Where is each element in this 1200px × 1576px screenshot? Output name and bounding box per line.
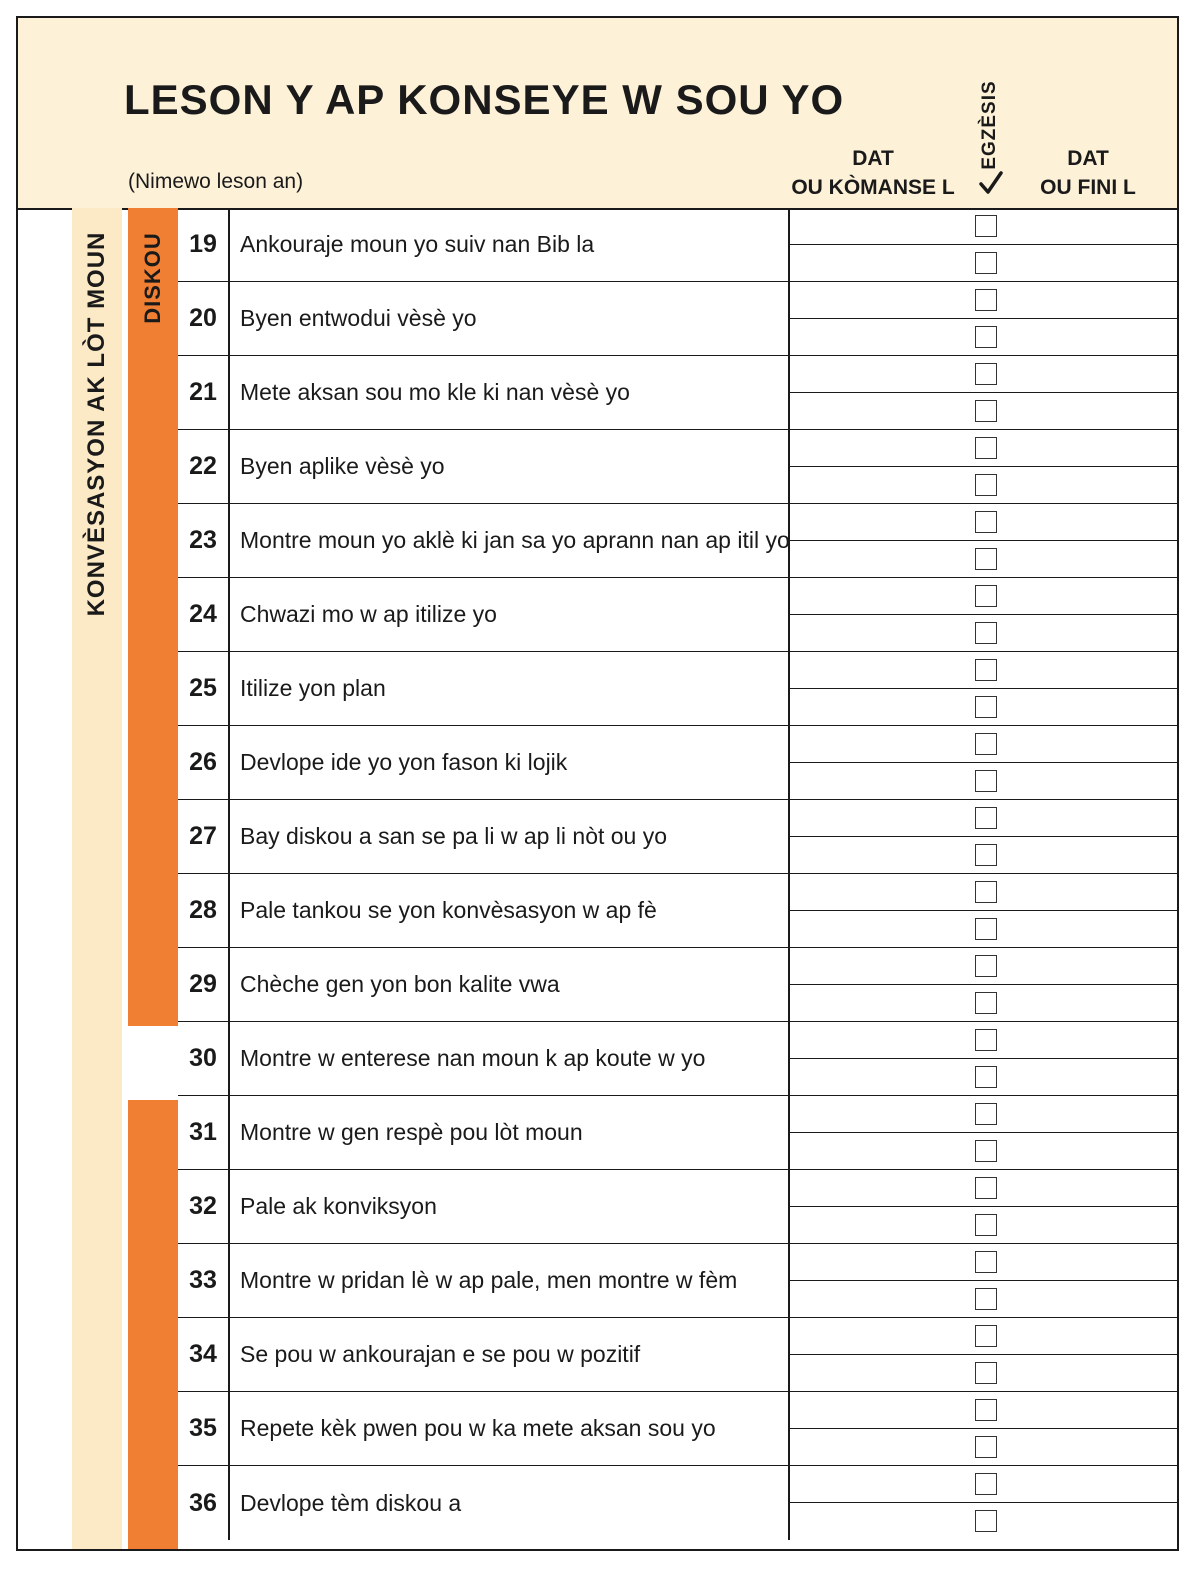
start-date-field[interactable] (790, 874, 1177, 911)
section-label: KONVÈSASYON AK LÒT MOUN (83, 231, 110, 617)
exercise-checkbox[interactable] (975, 1214, 997, 1236)
start-date-field[interactable] (790, 1244, 1177, 1281)
lesson-title: Repete kèk pwen pou w ka mete aksan sou yo (228, 1392, 790, 1465)
start-date-field[interactable] (790, 208, 1177, 245)
end-date-field[interactable] (790, 319, 1177, 356)
end-date-field[interactable] (790, 911, 1177, 948)
start-date-field[interactable] (790, 948, 1177, 985)
lesson-row (178, 1244, 1177, 1318)
lesson-number: 23 (189, 526, 217, 554)
column-header-end-date: DAT OU FINI L (1040, 147, 1136, 199)
lesson-number: 34 (189, 1340, 217, 1368)
exercise-checkbox[interactable] (975, 659, 997, 681)
lesson-row (178, 578, 1177, 652)
end-date-field[interactable] (790, 1503, 1177, 1540)
end-date-field[interactable] (790, 467, 1177, 504)
lesson-rows (178, 208, 1177, 1549)
exercise-checkbox[interactable] (975, 585, 997, 607)
exercise-checkbox[interactable] (975, 1436, 997, 1458)
lesson-title: Se pou w ankourajan e se pou w pozitif (228, 1318, 790, 1391)
lesson-row (178, 430, 1177, 504)
lesson-row (178, 208, 1177, 282)
lesson-row (178, 1096, 1177, 1170)
lesson-title: Chwazi mo w ap itilize yo (228, 578, 790, 651)
start-date-field[interactable] (790, 282, 1177, 319)
exercise-checkbox[interactable] (975, 326, 997, 348)
lesson-number: 25 (189, 674, 217, 702)
start-date-field[interactable] (790, 1466, 1177, 1503)
lesson-tracking-table (16, 16, 1179, 1551)
group-label: DISKOU (140, 232, 165, 324)
start-date-field[interactable] (790, 504, 1177, 541)
lesson-number: 19 (189, 230, 217, 258)
exercise-checkbox[interactable] (975, 474, 997, 496)
exercise-checkbox[interactable] (975, 511, 997, 533)
exercise-checkbox[interactable] (975, 881, 997, 903)
exercise-checkbox[interactable] (975, 400, 997, 422)
start-date-field[interactable] (790, 652, 1177, 689)
exercise-checkbox[interactable] (975, 622, 997, 644)
exercise-checkbox[interactable] (975, 733, 997, 755)
lesson-number: 22 (189, 452, 217, 480)
lesson-number: 35 (189, 1414, 217, 1442)
lesson-row (178, 282, 1177, 356)
lesson-title: Byen entwodui vèsè yo (228, 282, 790, 355)
lesson-title: Devlope tèm diskou a (228, 1466, 790, 1540)
end-date-field[interactable] (790, 837, 1177, 874)
lesson-number: 33 (189, 1266, 217, 1294)
lesson-number: 31 (189, 1118, 217, 1146)
lesson-title: Mete aksan sou mo kle ki nan vèsè yo (228, 356, 790, 429)
lesson-number: 29 (189, 970, 217, 998)
lesson-title: Montre moun yo aklè ki jan sa yo aprann nan ap itil yo (228, 504, 790, 577)
lesson-row (178, 504, 1177, 578)
end-date-field[interactable] (790, 541, 1177, 578)
lesson-number: 36 (189, 1488, 217, 1517)
lesson-row (178, 874, 1177, 948)
exercise-checkbox[interactable] (975, 1066, 997, 1088)
lesson-number: 21 (189, 378, 217, 406)
exercise-checkbox[interactable] (975, 955, 997, 977)
lesson-title: Bay diskou a san se pa li w ap li nòt ou yo (228, 800, 790, 873)
exercise-checkbox[interactable] (975, 289, 997, 311)
lesson-number: 32 (189, 1192, 217, 1220)
exercise-checkbox[interactable] (975, 548, 997, 570)
lesson-title: Itilize yon plan (228, 652, 790, 725)
start-date-field[interactable] (790, 800, 1177, 837)
column-header-start-date: DAT OU KÒMANSE L (791, 147, 955, 199)
exercise-checkbox[interactable] (975, 770, 997, 792)
end-date-field[interactable] (790, 1207, 1177, 1244)
exercise-checkbox[interactable] (975, 696, 997, 718)
lesson-number: 24 (189, 600, 217, 628)
exercise-checkbox[interactable] (975, 1103, 997, 1125)
lesson-title: Chèche gen yon bon kalite vwa (228, 948, 790, 1021)
end-date-field[interactable] (790, 615, 1177, 652)
end-date-field[interactable] (790, 1281, 1177, 1318)
end-date-field[interactable] (790, 1429, 1177, 1466)
exercise-checkbox[interactable] (975, 1177, 997, 1199)
end-date-field[interactable] (790, 1059, 1177, 1096)
exercise-checkbox[interactable] (975, 1399, 997, 1421)
column-header-exercise: EGZÈSIS (979, 80, 1000, 170)
end-date-field[interactable] (790, 393, 1177, 430)
exercise-checkbox[interactable] (975, 1510, 997, 1532)
exercise-checkbox[interactable] (975, 215, 997, 237)
exercise-checkbox[interactable] (975, 1473, 997, 1495)
end-date-field[interactable] (790, 245, 1177, 282)
start-date-field[interactable] (790, 1096, 1177, 1133)
lesson-row (178, 948, 1177, 1022)
exercise-checkbox[interactable] (975, 918, 997, 940)
lesson-number: 30 (189, 1044, 217, 1072)
lesson-title: Montre w pridan lè w ap pale, men montre w fèm (228, 1244, 790, 1317)
checkmark-icon (978, 170, 1004, 196)
start-date-field[interactable] (790, 1318, 1177, 1355)
lesson-row (178, 356, 1177, 430)
start-date-field[interactable] (790, 1392, 1177, 1429)
exercise-checkbox[interactable] (975, 252, 997, 274)
end-date-field[interactable] (790, 1133, 1177, 1170)
exercise-checkbox[interactable] (975, 1140, 997, 1162)
lesson-title: Byen aplike vèsè yo (228, 430, 790, 503)
start-date-field[interactable] (790, 1170, 1177, 1207)
exercise-checkbox[interactable] (975, 1029, 997, 1051)
end-date-field[interactable] (790, 985, 1177, 1022)
exercise-checkbox[interactable] (975, 1325, 997, 1347)
lesson-number: 20 (189, 304, 217, 332)
exercise-checkbox[interactable] (975, 1362, 997, 1384)
lesson-row (178, 726, 1177, 800)
end-date-field[interactable] (790, 763, 1177, 800)
exercise-checkbox[interactable] (975, 807, 997, 829)
lesson-row (178, 1170, 1177, 1244)
lesson-title: Montre w enterese nan moun k ap koute w yo (228, 1022, 790, 1095)
exercise-checkbox[interactable] (975, 363, 997, 385)
exercise-checkbox[interactable] (975, 1288, 997, 1310)
table-header (18, 18, 1177, 210)
start-date-field[interactable] (790, 356, 1177, 393)
exercise-checkbox[interactable] (975, 437, 997, 459)
lesson-title: Ankouraje moun yo suiv nan Bib la (228, 208, 790, 281)
exercise-checkbox[interactable] (975, 992, 997, 1014)
lesson-row (178, 800, 1177, 874)
lesson-number: 28 (189, 896, 217, 924)
lesson-row (178, 1022, 1177, 1096)
start-date-field[interactable] (790, 578, 1177, 615)
exercise-checkbox[interactable] (975, 1251, 997, 1273)
lesson-row (178, 652, 1177, 726)
lesson-title: Pale ak konviksyon (228, 1170, 790, 1243)
lesson-number-caption: (Nimewo leson an) (128, 170, 304, 193)
start-date-field[interactable] (790, 726, 1177, 763)
lesson-title: Montre w gen respè pou lòt moun (228, 1096, 790, 1169)
lesson-number: 26 (189, 748, 217, 776)
lesson-title: Devlope ide yo yon fason ki lojik (228, 726, 790, 799)
lesson-number: 27 (189, 822, 217, 850)
lesson-row (178, 1318, 1177, 1392)
lesson-row (178, 1466, 1177, 1540)
end-date-field[interactable] (790, 1355, 1177, 1392)
lesson-title: Pale tankou se yon konvèsasyon w ap fè (228, 874, 790, 947)
start-date-field[interactable] (790, 1022, 1177, 1059)
end-date-field[interactable] (790, 689, 1177, 726)
exercise-checkbox[interactable] (975, 844, 997, 866)
group-band-bottom (128, 1100, 178, 1549)
lesson-row (178, 1392, 1177, 1466)
start-date-field[interactable] (790, 430, 1177, 467)
page-title: LESON Y AP KONSEYE W SOU YO (124, 76, 845, 123)
